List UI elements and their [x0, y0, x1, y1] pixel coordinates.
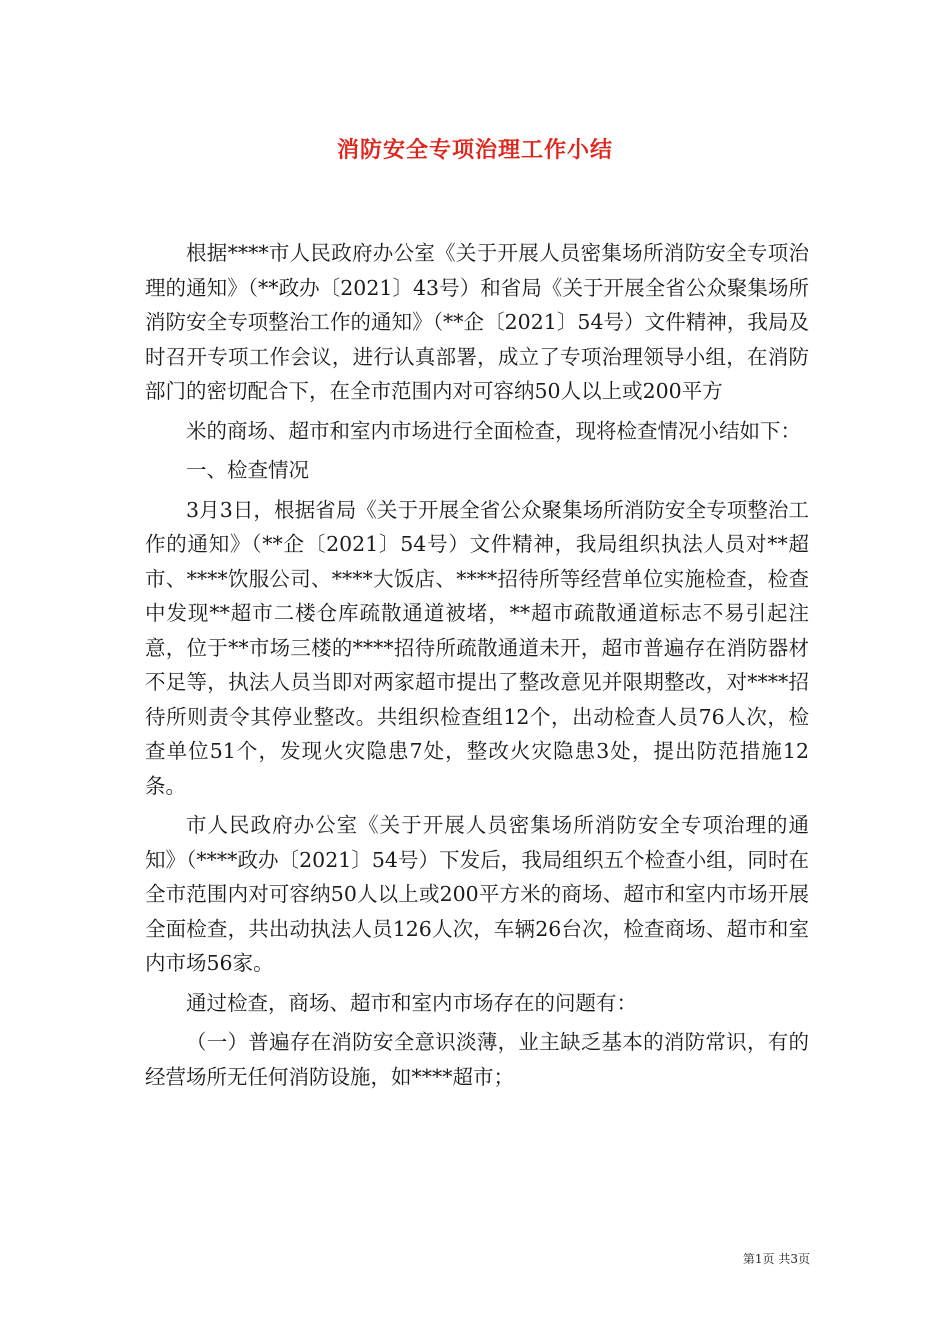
page-number: 第1页 共3页	[742, 1252, 810, 1266]
document-title: 消防安全专项治理工作小结	[336, 137, 613, 163]
section-heading-inspection: 一、检查情况	[186, 458, 309, 482]
paragraph-intro-continued: 米的商场、超市和室内市场进行全面检查，现将检查情况小结如下：	[186, 418, 801, 443]
document-body	[145, 236, 809, 1094]
paragraph-march-inspection: 3月3日，根据省局《关于开展全省公众聚集场所消防安全专项整治工作的通知》（**企〔2021〕54号）文件精神，我局组织执法人员对**超市、****饮服公司、****大饭店、****招待所等经营单位实施检查，检查中发现**超市二楼仓库疏散通道被堵，**超市疏散通道标志不易引起注意，位于**市场三楼的****招待所疏散通道未开，超市普遍存在消防器材不足等，执法人员当即对两家超市提出了整改意见并限期整改，对****招待所则责令其停业整改。共组织检查组12个，出动检查人员76人次，检查单位51个，发现火灾隐患7处，整改火灾隐患3处，提出防范措施12条。	[145, 497, 809, 798]
paragraph-city-notice: 市人民政府办公室《关于开展人员密集场所消防安全专项治理的通知》（****政办〔2021〕54号）下发后，我局组织五个检查小组，同时在全市范围内对可容纳50人以上或200平方米的商场、超市和室内市场开展全面检查，共出动执法人员126人次，车辆26台次，检查商场、超市和室内市场56家。	[145, 813, 809, 975]
paragraph-problem-one: （一）普遍存在消防安全意识淡薄，业主缺乏基本的消防常识，有的经营场所无任何消防设施，如****超市；	[145, 1030, 809, 1089]
paragraph-intro: 根据****市人民政府办公室《关于开展人员密集场所消防安全专项治理的通知》（**政办〔2021〕43号）和省局《关于开展全省公众聚集场所消防安全专项整治工作的通知》（**企〔2021〕54号）文件精神，我局及时召开专项工作会议，进行认真部署，成立了专项治理领导小组，在消防部门的密切配合下，在全市范围内对可容纳50人以上或200平方	[145, 241, 809, 403]
paragraph-problems-intro: 通过检查，商场、超市和室内市场存在的问题有：	[186, 990, 637, 1015]
